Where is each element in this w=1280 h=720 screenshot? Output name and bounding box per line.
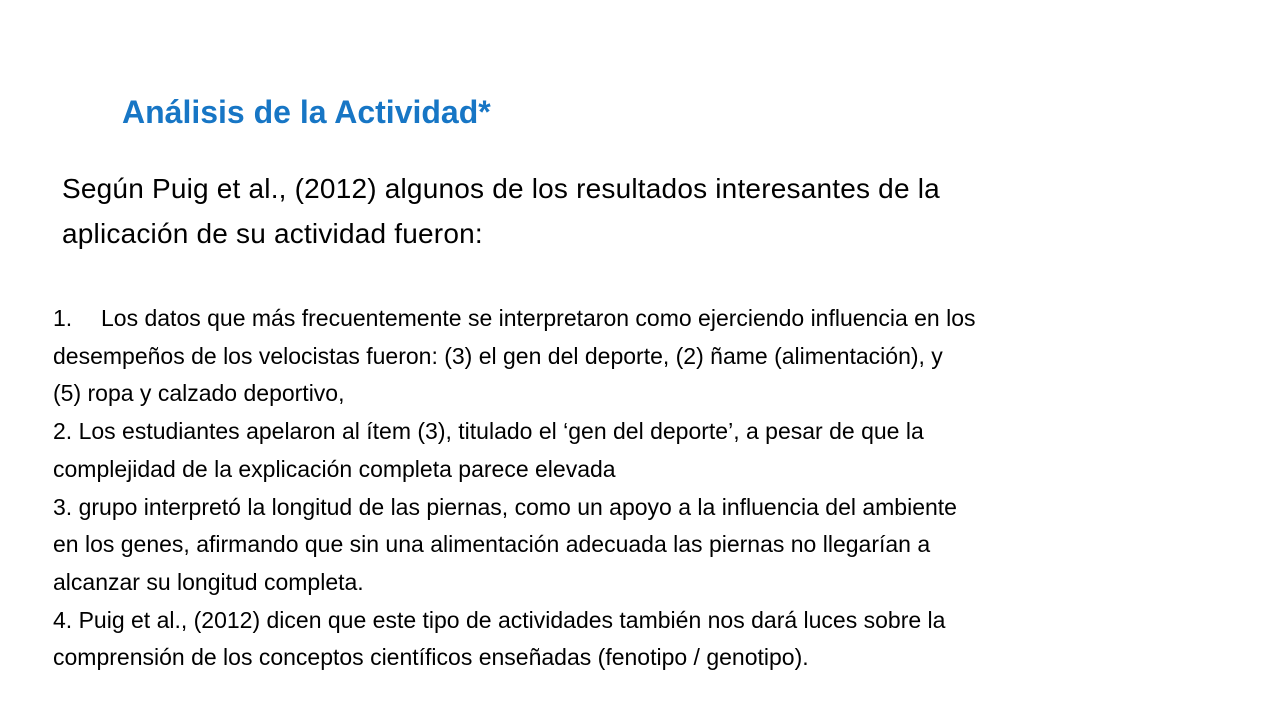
finding-line: 3. grupo interpretó la longitud de las piernas, como un apoyo a la influencia del ambiente bbox=[53, 493, 957, 520]
intro-line: Según Puig et al., (2012) algunos de los resultados interesantes de la bbox=[62, 173, 940, 204]
finding-line bbox=[53, 300, 1233, 338]
finding-line: (5) ropa y calzado deportivo, bbox=[53, 380, 345, 407]
finding-line: alcanzar su longitud completa. bbox=[53, 568, 364, 595]
finding-line: desempeños de los velocistas fueron: (3) el gen del deporte, (2) ñame (alimentación), y bbox=[53, 342, 943, 369]
findings-list bbox=[53, 300, 1233, 677]
finding-line: 2. Los estudiantes apelaron al ítem (3), titulado el ‘gen del deporte’, a pesar de que la bbox=[53, 418, 924, 445]
finding-line: en los genes, afirmando que sin una alimentación adecuada las piernas no llegarían a bbox=[53, 531, 931, 558]
list-number: 1. bbox=[53, 305, 73, 331]
intro-paragraph bbox=[62, 166, 1142, 256]
finding-line: comprensión de los conceptos científicos enseñadas (fenotipo / genotipo). bbox=[53, 644, 809, 671]
finding-text: Los datos que más frecuentemente se interpretaron como ejerciendo influencia en los bbox=[101, 305, 976, 331]
finding-line: complejidad de la explicación completa parece elevada bbox=[53, 455, 616, 482]
intro-line: aplicación de su actividad fueron: bbox=[62, 218, 483, 249]
finding-line: 4. Puig et al., (2012) dicen que este tipo de actividades también nos dará luces sobre la bbox=[53, 606, 946, 633]
slide-title: Análisis de la Actividad* bbox=[122, 94, 491, 130]
